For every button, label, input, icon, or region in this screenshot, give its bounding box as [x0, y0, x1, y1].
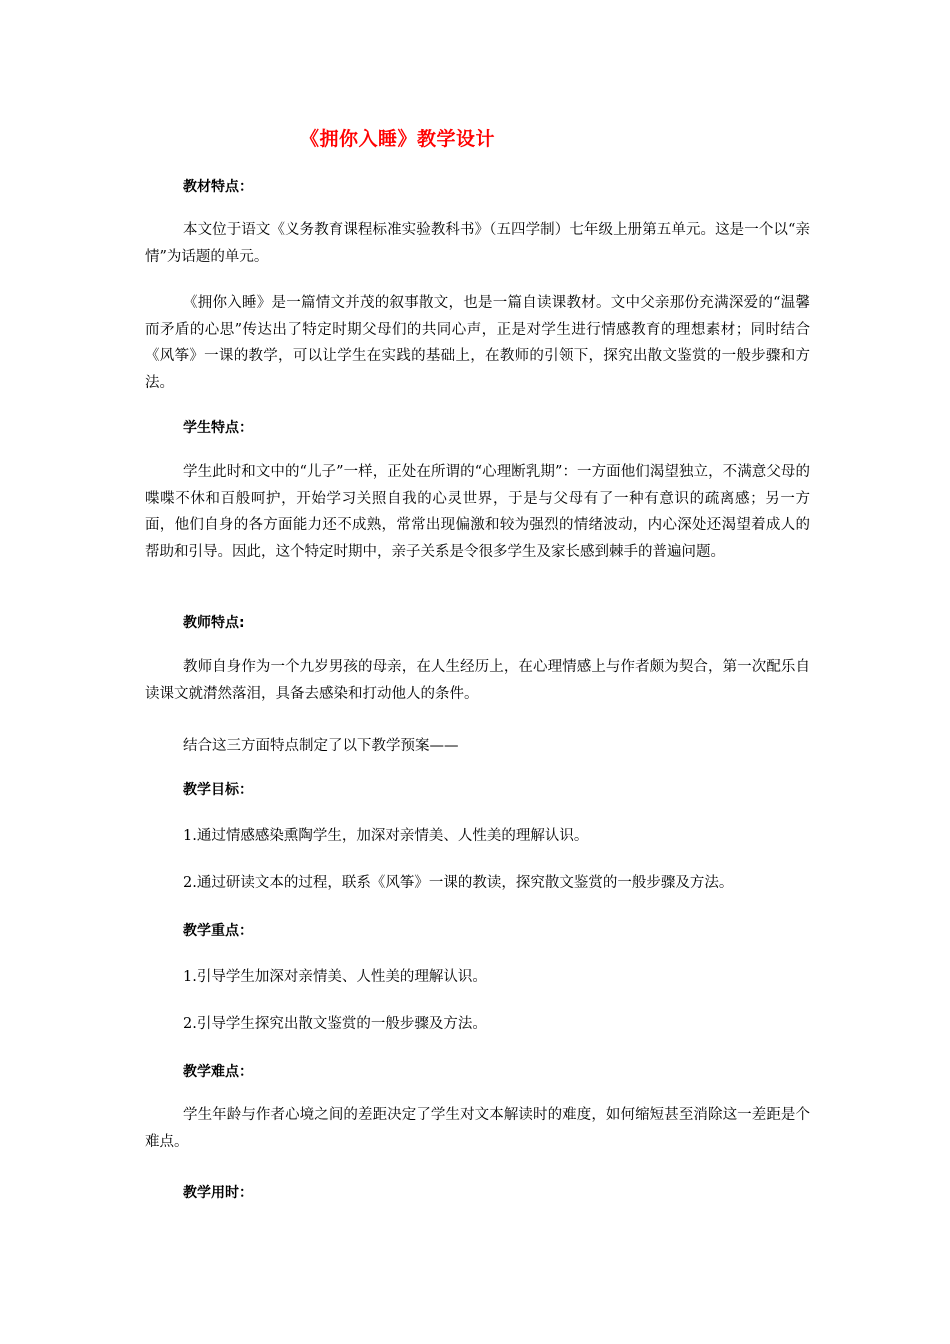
focus-item-1: 1.引导学生加深对亲情美、人性美的理解认识。 — [183, 969, 487, 985]
focus-item-2: 2.引导学生探究出散文鉴赏的一般步骤及方法。 — [183, 1016, 487, 1032]
goal-item-2: 2.通过研读文本的过程，联系《风筝》一课的教读，探究散文鉴赏的一般步骤及方法。 — [183, 875, 734, 891]
document-title: 《拥你入睡》教学设计 — [300, 128, 496, 150]
teacher-heading: 教师特点: — [183, 615, 245, 631]
time-heading: 教学用时： — [183, 1185, 253, 1201]
students-heading: 学生特点： — [183, 420, 253, 436]
focus-heading: 教学重点： — [183, 923, 253, 939]
difficulty-paragraph: 学生年龄与作者心境之间的差距决定了学生对文本解读时的难度，如何缩短甚至消除这一差距是个难点。 — [145, 1107, 810, 1150]
materials-heading: 教材特点： — [183, 179, 253, 195]
students-paragraph: 学生此时和文中的“儿子”一样，正处在所谓的“心理断乳期”：一方面他们渴望独立，不满意父母的喋喋不休和百般呵护，开始学习关照自我的心灵世界，于是与父母有了一种有意识的疏离感；另一方面，他们自身的各方面能力还不成熟，常常出现偏激和较为强烈的情绪波动，内心深处还渴望着成人的帮助和引导。因此，这个特定时期中，亲子关系是令很多学生及家长感到棘手的普遍问题。 — [145, 464, 810, 560]
goal-item-1: 1.通过情感感染熏陶学生，加深对亲情美、人性美的理解认识。 — [183, 828, 589, 844]
teacher-paragraph: 教师自身作为一个九岁男孩的母亲，在人生经历上，在心理情感上与作者颇为契合，第一次配乐自读课文就潸然落泪，具备去感染和打动他人的条件。 — [145, 659, 810, 702]
materials-paragraph-1: 本文位于语文《义务教育课程标准实验教科书》（五四学制）七年级上册第五单元。这是一个以“亲情”为话题的单元。 — [145, 222, 810, 265]
goals-heading: 教学目标： — [183, 782, 253, 798]
difficulty-heading: 教学难点： — [183, 1064, 253, 1080]
materials-paragraph-2: 《拥你入睡》是一篇情文并茂的叙事散文，也是一篇自读课教材。文中父亲那份充满深爱的“温馨而矛盾的心思”传达出了特定时期父母们的共同心声，正是对学生进行情感教育的理想素材；同时结合《风筝》一课的教学，可以让学生在实践的基础上，在教师的引领下，探究出散文鉴赏的一般步骤和方法。 — [145, 295, 810, 391]
combine-line: 结合这三方面特点制定了以下教学预案—— — [183, 738, 459, 754]
